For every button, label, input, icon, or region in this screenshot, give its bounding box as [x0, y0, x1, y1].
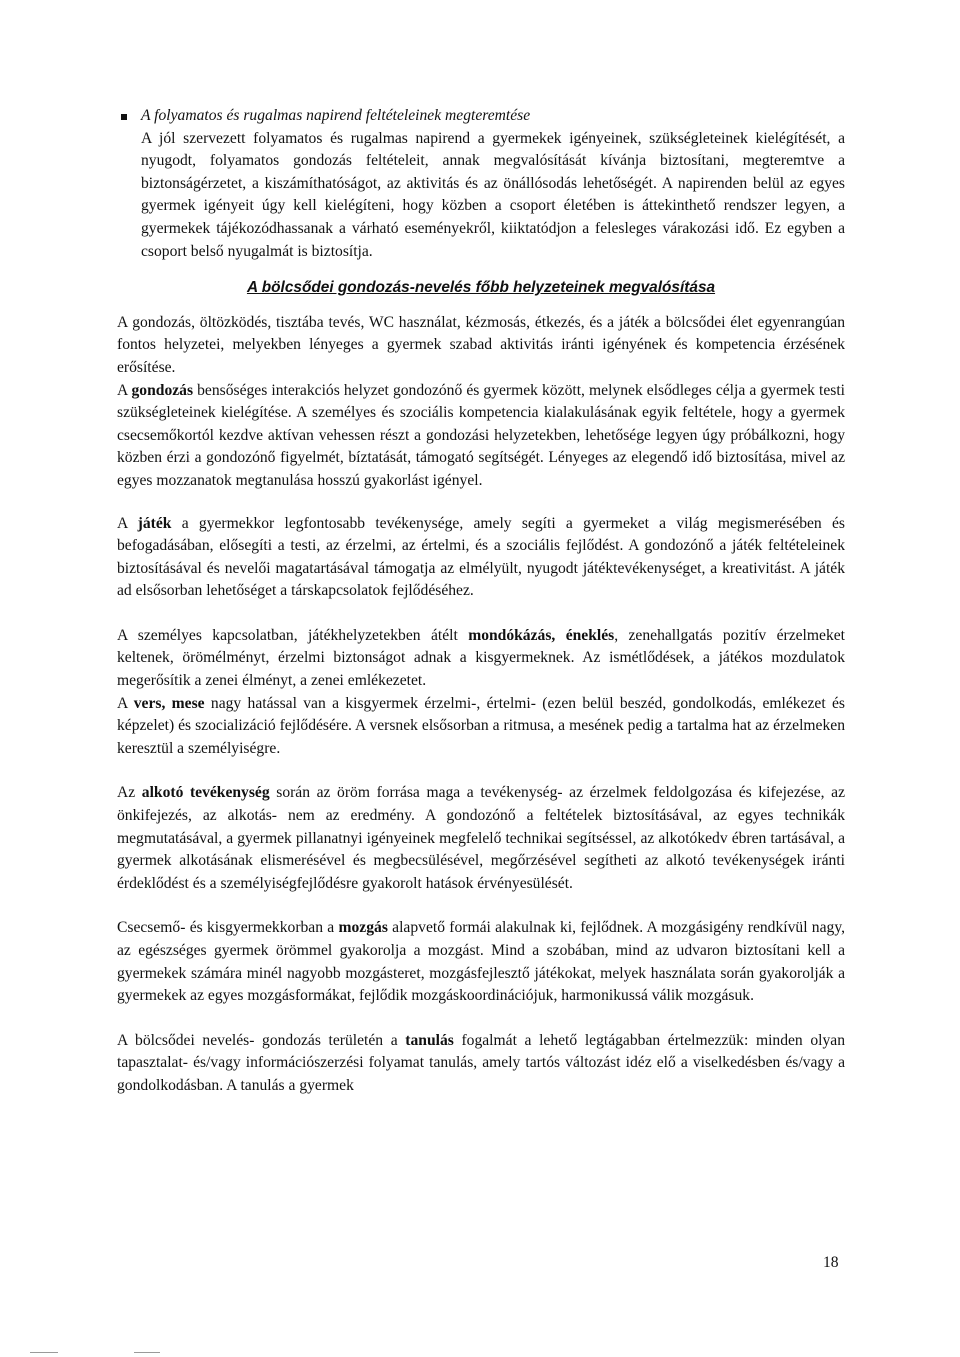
bold-term: vers, mese [133, 694, 205, 712]
paragraph-rhymes [117, 625, 845, 693]
scan-edge-mark [30, 1352, 58, 1353]
section-heading: A bölcsődei gondozás-nevelés főbb helyzeteinek megvalósítása [246, 279, 716, 297]
bold-term: mondókázás, éneklés [468, 626, 615, 644]
text-run: nagy hatással van a kisgyermek érzelmi-, értelmi- (ezen belül beszéd, gondolkodás, emlékezet és képzelet) és szocializáció fejlődésére. A versnek elsősorban a ritmusa, a mesének pedig a tartalma hat az érzelmeken keresztül a személyiségre. [117, 694, 845, 757]
bold-term: tanulás [405, 1031, 454, 1049]
paragraph-poems [117, 693, 845, 761]
paragraph-creative [117, 782, 845, 895]
page-number: 18 [823, 1254, 839, 1271]
text-run: A személyes kapcsolatban, játékhelyzetekben átélt [117, 626, 469, 644]
text-run: Csecsemő- és kisgyermekkorban a [117, 919, 339, 937]
text-run: során az öröm forrása maga a tevékenység- az érzelmek feldolgozása és kifejezése, az önkifejezés, az alkotás- nem az eredmény. A gondozónő a feltételek biztosításával, az egyes technikák megmutatásával, a gyermek pillanatnyi igényeinek megfelelő technikai segítséssel, az alkotókedv ébren tartásával, a gyermek alkotásának elismerésével és megbecsülésével, megőrzésével segítheti az alkotó tevékenységek iránti érdeklődést és a személyiségfejlődésre gyakorolt hatások érvényesülését. [117, 784, 845, 892]
text-run: A bölcsődei nevelés- gondozás területén a [117, 1031, 406, 1049]
text-run: alapvető formái alakulnak ki, fejlődnek. A mozgásigény rendkívül nagy, az egészséges gyermek örömmel gyakorolja a mozgást. Mind a szobában, mind az udvaron biztosítani kell a gyermekek számára minél nagyobb mozgásteret, mozgásfejlesztő játékokat, melyek használata során gyakorolják a gyermekek az egyes mozgásformákat, fejlődik mozgáskoordinációjuk, harmonikussá válik mozgásuk. [117, 919, 845, 1005]
bold-term: gondozás [131, 381, 194, 399]
text-run: a gyermekkor legfontosabb tevékenysége, amely segíti a gyermeket a világ megismerésében és befogadásában, elősegíti a testi, az érzelmi, az értelmi, és a szociális fejlődést. A gondozónő a játék feltételeinek biztosításával és nevelői magatartásával támogatja az elmélyült, nyugodt játéktevékenységet, a kreativitást. A játék ad elsősorban lehetőséget a társkapcsolatok fejlődéséhez. [117, 514, 845, 600]
bold-term: játék [137, 514, 172, 532]
text-run: bensőséges interakciós helyzet gondozónő és gyermek között, melynek elsődleges célja a gyermek testi szükségleteinek kielégítése. A személyes és szociális kompetencia kialakulásának egyik feltétele, hogy a gyermek csecsemőkortól kezdve aktívan vehessen részt a gondozási helyzetekben, lehetősége legyen úgy próbálkozni, hogy közben érzi a gondozónő figyelmét, bíztatását, támogató segítségét. Lényeges az elegendő idő biztosítása, mivel az egyes mozzanatok megtanulása hosszú gyakorlást igényel. [117, 381, 845, 489]
text-run: A [117, 381, 132, 399]
bullet-paragraph: A jól szervezett folyamatos és rugalmas napirend a gyermekek igényeinek, szükségleteinek kielégítését, a nyugodt, folyamatos gondozás feltételeit, annak megvalósítását kívánja biztosítani, megteremtve a biztonságérzetet, a kiszámíthatóságot, az aktivitás és az önállósodás lehetőségét. A napirenden belül az egyes gyermek igényeit úgy kell kielégíteni, hogy közben a csoport életében is áttekinthető rendszer legyen, a gyermekek tájékozódhassanak a várható eseményekről, kiiktatódjon a felesleges várakozási idő. Ez egyben a csoport belső nyugalmát is biztosítja. [141, 129, 845, 260]
paragraph-play [117, 513, 845, 603]
bold-term: mozgás [338, 919, 388, 937]
text-run: fogalmát a lehető legtágabban értelmezzük: minden olyan tapasztalat- és/vagy információszerzési folyamat tanulás, amely tartós változást idéz elő a viselkedésben és/vagy a gondolkodásban. A tanulás a gyermek [117, 1031, 845, 1094]
text-run: Az [117, 784, 142, 802]
scan-edge-mark [134, 1352, 160, 1353]
text-run: , zenehallgatás pozitív érzelmeket keltenek, örömélményt, érzelmi biztonságot adnak a kisgyermeknek. Az ismétlődések, a játékos mozdulatok megerősítik a zenei élményt, a zenei emlékezetet. [117, 626, 845, 690]
paragraph-learning [117, 1030, 845, 1098]
paragraph-situations: A gondozás, öltözködés, tisztába tevés, WC használat, kézmosás, étkezés, és a játék a bölcsődei élet egyenrangúan fontos helyzetei, melyekben lényeges a gyermek szabad aktivitás iránti igényének és kompetencia érzésének erősítése. [117, 313, 845, 376]
bullet-title: A folyamatos és rugalmas napirend feltételeinek megteremtése [141, 107, 531, 124]
text-run: A [117, 514, 138, 532]
text-run: A [117, 694, 134, 712]
square-bullet-icon [121, 114, 127, 120]
page-content [117, 105, 845, 1098]
paragraph-movement [117, 917, 845, 1007]
paragraph-care [117, 380, 845, 493]
bold-term: alkotó tevékenység [141, 784, 270, 802]
bullet-section [117, 105, 845, 263]
